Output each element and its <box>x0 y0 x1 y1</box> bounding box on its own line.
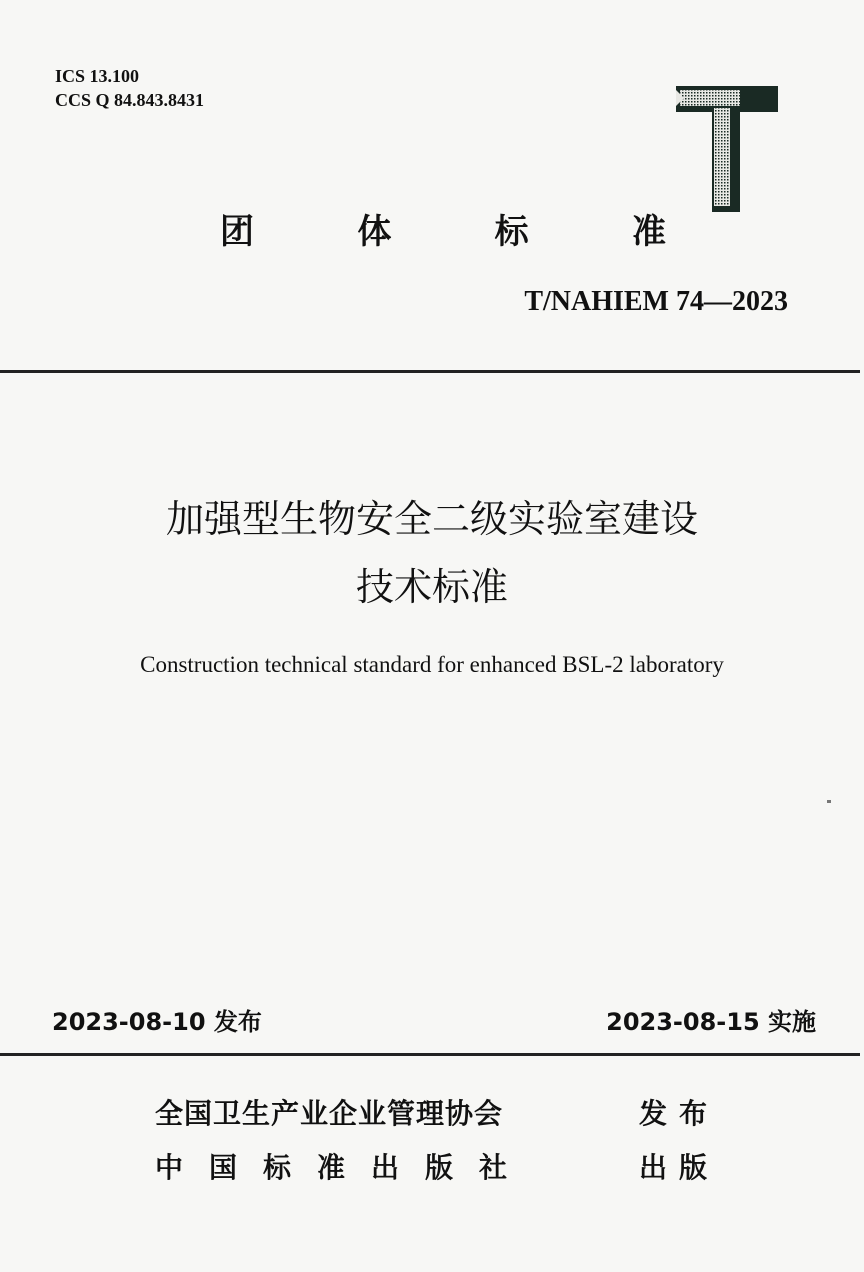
press-role: 出版 <box>639 1151 720 1184</box>
publisher-name: 全国卫生产业企业管理协会 <box>155 1097 504 1130</box>
top-divider <box>0 370 860 373</box>
standard-type-heading <box>220 204 670 253</box>
standard-type-char: 标 <box>494 212 533 252</box>
scan-speck <box>827 800 831 803</box>
ics-code: ICS 13.100 <box>55 66 140 86</box>
issue-date: 2023-08-10 发布 <box>52 1008 262 1036</box>
standard-type-char: 准 <box>631 212 670 252</box>
press-name: 中国标准出版社 <box>155 1151 534 1184</box>
press-row <box>155 1146 719 1186</box>
title-chinese-line-2: 技术标准 <box>355 565 508 609</box>
t-standard-logo-icon <box>676 86 778 212</box>
bottom-divider <box>0 1053 860 1056</box>
title-chinese-line-1: 加强型生物安全二级实验室建设 <box>165 497 698 541</box>
classification-codes <box>55 64 204 112</box>
ccs-code: CCS Q 84.843.8431 <box>55 90 205 110</box>
publisher-row <box>155 1092 719 1132</box>
standard-number: T/NAHIEM 74—2023 <box>524 286 788 317</box>
standard-type-char: 团 <box>220 212 258 252</box>
standard-type-char: 体 <box>357 212 396 252</box>
title-english: Construction technical standard for enhanced BSL-2 laboratory <box>140 652 724 677</box>
publisher-role: 发布 <box>639 1097 720 1130</box>
implementation-date: 2023-08-15 实施 <box>606 1008 816 1036</box>
